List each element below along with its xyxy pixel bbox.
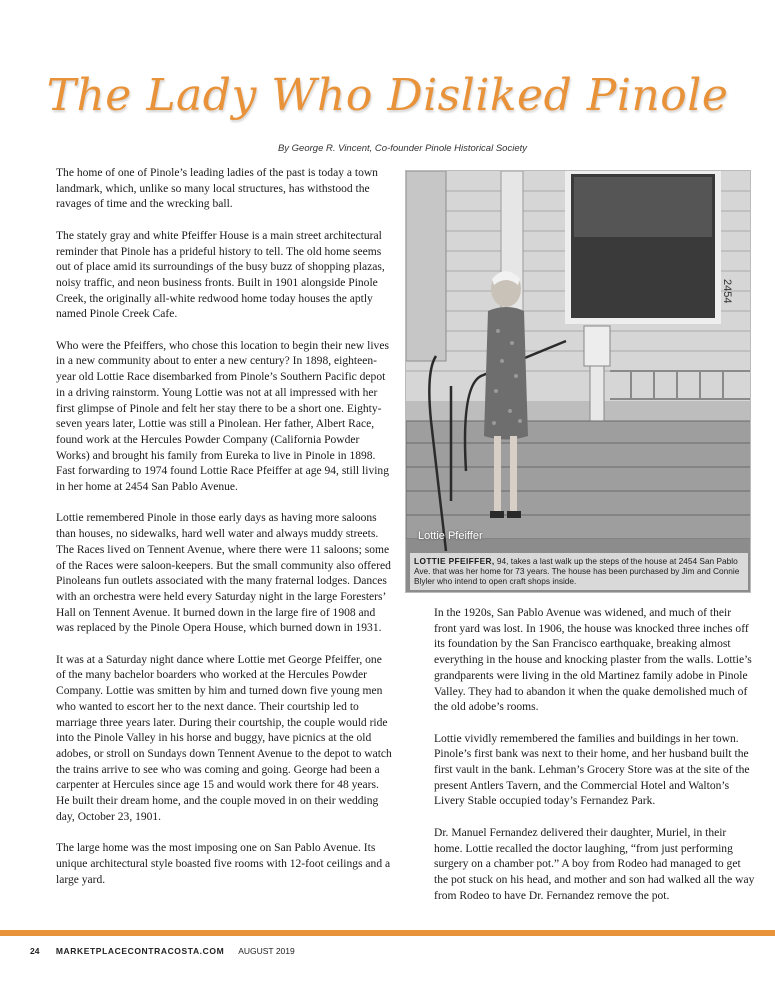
paragraph: The large home was the most imposing one on San Pablo Avenue. Its unique architectural style boasted five rooms with 12-foot ceilings and a large yard. — [56, 842, 391, 886]
paragraph: Who were the Pfeiffers, who chose this location to begin their new lives in a new community about to enter a new century? In 1898, eighteen-year old Lottie Race disembarked from Pinole’s Southern Pacific depot in a driving rainstorm. Young Lottie was not at all impressed with her first glimpse of Pinole and felt her stay there to be a short one. Eighty-seven years later, Lottie was still a Pinolean. Her father, Albert Race, found work at the Hercules Powder Company (California Powder Works) and brought his family from Eureka to live in Pinole in 1898. Fast forwarding to 1974 found Lottie Race Pfeiffer at age 94, still living in her home at 2454 San Pablo Avenue. — [56, 339, 389, 494]
paragraph: Dr. Manuel Fernandez delivered their daughter, Muriel, in their home. Lottie recalled the doctor laughing, “from just performing surgery on a chamber pot.” A boy from Rodeo had managed to get the pot stuck on his head, and mother and son had walked all the way from Rodeo to have Dr. Fernandez remove the pot. — [434, 826, 755, 902]
article-left-column — [56, 166, 394, 904]
article-right-column — [434, 606, 756, 920]
photo-label: Lottie Pfeiffer — [418, 530, 483, 542]
house-number: 2454 — [721, 279, 733, 304]
paragraph: Lottie remembered Pinole in those early days as having more saloons than houses, no sidewalks, hard well water and always muddy streets. The Races lived on Tennent Avenue, where there were 11 saloons; some of the Races were saloon-keepers. But the small community also offered Pinoleans fun outlets associated with the many fraternal lodges. Dances with an orchestra were held every Saturday night in the large Foresters’ Hall on Tennent Avenue. It burned down in the large fire of 1908 and was replaced by the Pinole Opera House, which burned down in 1931. — [56, 512, 391, 635]
paragraph: The home of one of Pinole’s leading ladies of the past is today a town landmark, which, unlike so many local structures, has withstood the ravages of time and the wrecking ball. — [56, 167, 378, 211]
historic-photo — [405, 170, 751, 593]
issue-date: AUGUST 2019 — [238, 946, 295, 956]
page-footer — [30, 946, 295, 956]
caption-name: LOTTIE PFEIFFER, — [414, 556, 495, 566]
paragraph: Lottie vividly remembered the families and buildings in her town. Pinole’s first bank was next to their home, and her husband built the first vault in the bank. Lehman’s Grocery Store was at the site of the present Antlers Tavern, and the Commercial Hotel and Walton’s Livery Stable occupied today’s Fernandez Park. — [434, 732, 750, 808]
article-title: The Lady Who Disliked Pinole — [46, 70, 729, 121]
paragraph: It was at a Saturday night dance where Lottie met George Pfeiffer, one of the many bachelor boarders who worked at the Hercules Powder Company. Lottie was smitten by him and turned down five young men who wanted to escort her to the next dance. Their courtship led to marriage three years later. During their courtship, the couple would ride into the Pinole Valley in his horse and buggy, have picnics at the old adobes, or stroll on Sundays down Tennent Avenue to the depot to watch the trains arrive to see who was coming and going. George had been a carpenter at Hercules since age 15 and would work there for 48 years. He built their dream home, and the couple moved in on their wedding day, October 23, 1901. — [56, 653, 392, 823]
paragraph: In the 1920s, San Pablo Avenue was widened, and much of their front yard was lost. In 1906, the house was knocked three inches off its foundation by the San Francisco earthquake, breaking almost everything in the house and knocking plaster from the walls. Lottie’s grandparents were living in the old Martinez family adobe in Pinole Valley. They had to abandon it when the quake demolished much of the old adobe’s rooms. — [434, 607, 752, 714]
byline: By George R. Vincent, Co-founder Pinole Historical Society — [277, 143, 527, 154]
caption-text: 94, takes a last walk up the steps of the house at 2454 San Pablo Ave. that was her home for 73 years. The house has been purchased by Jim and Connie Blyler who intend to open craft shops inside. — [414, 556, 740, 586]
publication-site: MARKETPLACECONTRACOSTA.COM — [55, 946, 225, 956]
page-number: 24 — [30, 946, 40, 956]
photo-caption — [410, 553, 748, 590]
paragraph: The stately gray and white Pfeiffer House is a main street architectural reminder that Pinole has a prideful history to tell. The old home seems out of place amid its surroundings of the busy buzz of shopping plazas, noisy traffic, and neon business fronts. Built in 1901 alongside Pinole Creek, the originally all-white redwood home today houses the aptly named Pinole Creek Cafe. — [56, 229, 385, 321]
footer-rule — [0, 930, 775, 936]
